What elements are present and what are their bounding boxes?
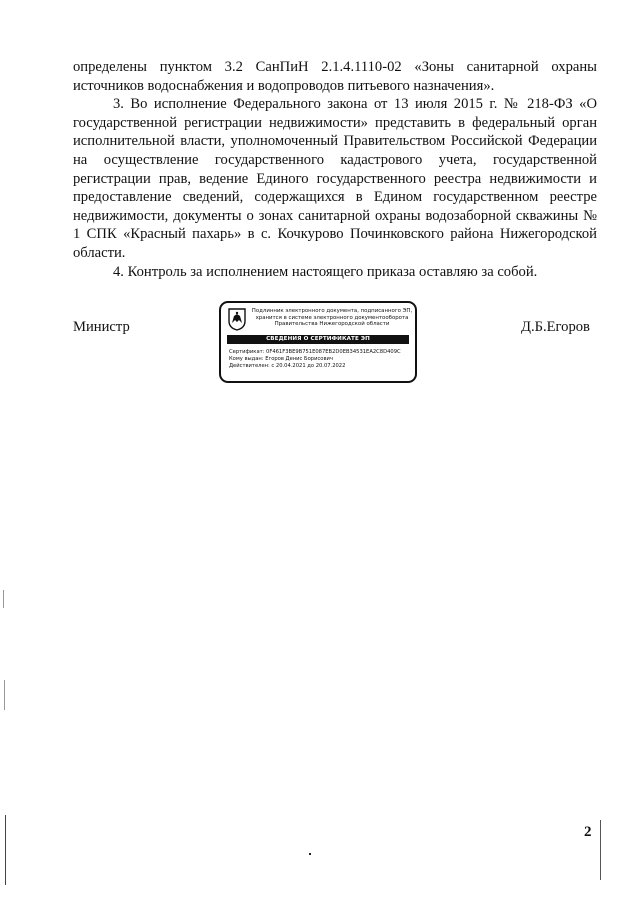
- certificate-issued-to: Кому выдан: Егоров Денис Борисович: [229, 356, 333, 362]
- scan-speck: [309, 853, 311, 855]
- certificate-number: Сертификат: 0F461F3BE9B751E087EB2D0EB34531EA2C8D409C: [229, 349, 401, 355]
- paragraph-item-3: 3. Во исполнение Федерального закона от 13 июля 2015 г. № 218-ФЗ «О государственной регистрации недвижимости» представить в федеральный орган исполнительной власти, уполномоченный Правительством Российской Федерации на осуществление государственного кадастрового учета, государственной регистрации прав, ведение Единого государственного реестра недвижимости и предоставление сведений, содержащихся в Едином государственном реестре недвижимости, документы о зонах санитарной охраны водозаборной скважины № 1 СПК «Красный пахарь» в с. Кочкурово Починковского района Нижегородской области.: [73, 96, 597, 261]
- certificate-validity: Действителен: с 20.04.2021 до 20.07.2022: [229, 363, 346, 369]
- scan-edge-mark: [4, 680, 5, 710]
- certificate-details: [229, 349, 413, 370]
- electronic-signature-stamp: [219, 301, 417, 383]
- scan-edge-mark: [3, 590, 4, 608]
- scan-edge-mark: [600, 820, 601, 880]
- scan-edge-mark: [5, 815, 6, 885]
- paragraph-continuation: определены пунктом 3.2 СанПиН 2.1.4.1110-02 «Зоны санитарной охраны источников водоснабжения и водопроводов питьевого назначения».: [73, 59, 597, 94]
- coat-of-arms-icon: [227, 308, 247, 331]
- paragraph-item-4: 4. Контроль за исполнением настоящего приказа оставляю за собой.: [113, 263, 538, 280]
- signatory-name: Д.Б.Егоров: [521, 319, 590, 335]
- signatory-title: Министр: [73, 319, 130, 335]
- certificate-info-bar: СВЕДЕНИЯ О СЕРТИФИКАТЕ ЭП: [227, 335, 409, 344]
- stamp-header: Подлинник электронного документа, подписанного ЭП, хранится в системе электронного документооборота Правительства Нижегородской области: [251, 308, 413, 328]
- page-number: 2: [584, 824, 592, 840]
